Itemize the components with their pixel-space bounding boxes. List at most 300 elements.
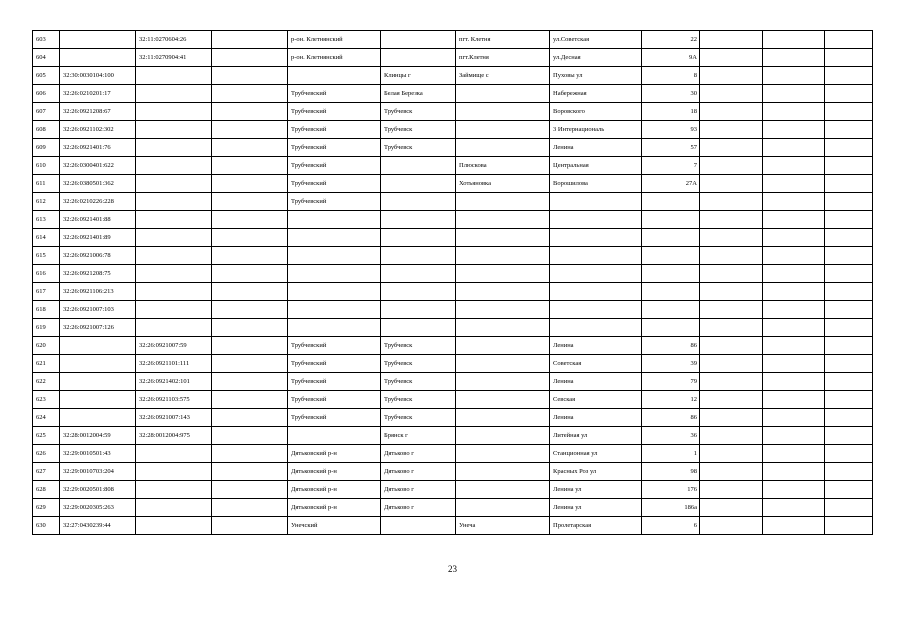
extra-col-2-cell bbox=[763, 139, 825, 157]
row-number-cell: 607 bbox=[33, 103, 60, 121]
house-number-cell: 27А bbox=[642, 175, 700, 193]
cadastral-number-cell: 32:26:0921102:302 bbox=[60, 121, 136, 139]
cadastral-number-cell: 32:29:0010703:204 bbox=[60, 463, 136, 481]
extra-col-1-cell bbox=[700, 337, 763, 355]
empty-col-cell bbox=[212, 121, 288, 139]
extra-col-2-cell bbox=[763, 265, 825, 283]
cadastral-number-cell: 32:29:0010501:43 bbox=[60, 445, 136, 463]
extra-col-1-cell bbox=[700, 301, 763, 319]
settlement-cell bbox=[456, 193, 550, 211]
settlement-cell bbox=[456, 247, 550, 265]
table-row bbox=[33, 85, 873, 103]
empty-col-cell bbox=[212, 247, 288, 265]
row-number-cell: 612 bbox=[33, 193, 60, 211]
district-cell: Дятьковский р-н bbox=[288, 481, 381, 499]
district-cell: Трубчевский bbox=[288, 157, 381, 175]
row-number-cell: 624 bbox=[33, 409, 60, 427]
district-cell bbox=[288, 283, 381, 301]
district-cell: Дятьковский р-н bbox=[288, 463, 381, 481]
extra-col-2-cell bbox=[763, 427, 825, 445]
extra-col-1-cell bbox=[700, 31, 763, 49]
table-row bbox=[33, 49, 873, 67]
district-cell bbox=[288, 427, 381, 445]
district-cell bbox=[288, 247, 381, 265]
table-row bbox=[33, 409, 873, 427]
empty-col-cell bbox=[212, 229, 288, 247]
city-cell: Трубчевск bbox=[381, 391, 456, 409]
cadastral-number-2-cell bbox=[136, 445, 212, 463]
extra-col-1-cell bbox=[700, 319, 763, 337]
district-cell: Трубчевский bbox=[288, 337, 381, 355]
street-cell bbox=[550, 229, 642, 247]
cadastral-number-cell bbox=[60, 31, 136, 49]
district-cell bbox=[288, 301, 381, 319]
street-cell: ул.Советская bbox=[550, 31, 642, 49]
empty-col-cell bbox=[212, 31, 288, 49]
extra-col-3-cell bbox=[825, 175, 873, 193]
cadastral-number-cell bbox=[60, 337, 136, 355]
extra-col-3-cell bbox=[825, 139, 873, 157]
extra-col-3-cell bbox=[825, 481, 873, 499]
cadastral-number-2-cell bbox=[136, 319, 212, 337]
house-number-cell: 39 bbox=[642, 355, 700, 373]
street-cell bbox=[550, 247, 642, 265]
house-number-cell bbox=[642, 247, 700, 265]
city-cell bbox=[381, 517, 456, 535]
extra-col-3-cell bbox=[825, 463, 873, 481]
district-cell: Трубчевский bbox=[288, 139, 381, 157]
district-cell: Трубчевский bbox=[288, 409, 381, 427]
street-cell bbox=[550, 265, 642, 283]
empty-col-cell bbox=[212, 283, 288, 301]
settlement-cell bbox=[456, 319, 550, 337]
table-row bbox=[33, 175, 873, 193]
cadastral-number-2-cell: 32:26:0921103:575 bbox=[136, 391, 212, 409]
city-cell bbox=[381, 193, 456, 211]
cadastral-number-cell bbox=[60, 355, 136, 373]
extra-col-2-cell bbox=[763, 445, 825, 463]
city-cell bbox=[381, 31, 456, 49]
district-cell: Трубчевский bbox=[288, 355, 381, 373]
extra-col-2-cell bbox=[763, 391, 825, 409]
cadastral-number-2-cell bbox=[136, 517, 212, 535]
extra-col-1-cell bbox=[700, 391, 763, 409]
extra-col-2-cell bbox=[763, 175, 825, 193]
extra-col-1-cell bbox=[700, 85, 763, 103]
district-cell: Трубчевский bbox=[288, 103, 381, 121]
street-cell bbox=[550, 301, 642, 319]
table-row bbox=[33, 337, 873, 355]
city-cell: Дятьково г bbox=[381, 445, 456, 463]
cadastral-number-cell bbox=[60, 391, 136, 409]
cadastral-number-cell: 32:26:0921007:126 bbox=[60, 319, 136, 337]
row-number-cell: 611 bbox=[33, 175, 60, 193]
cadastral-number-2-cell bbox=[136, 193, 212, 211]
extra-col-3-cell bbox=[825, 373, 873, 391]
extra-col-2-cell bbox=[763, 301, 825, 319]
district-cell: Трубчевский bbox=[288, 193, 381, 211]
cadastral-number-2-cell bbox=[136, 175, 212, 193]
empty-col-cell bbox=[212, 445, 288, 463]
cadastral-number-2-cell bbox=[136, 499, 212, 517]
cadastral-number-cell: 32:26:0921401:89 bbox=[60, 229, 136, 247]
settlement-cell bbox=[456, 283, 550, 301]
cadastral-number-cell: 32:26:0921401:76 bbox=[60, 139, 136, 157]
city-cell bbox=[381, 229, 456, 247]
district-cell bbox=[288, 319, 381, 337]
cadastral-number-cell bbox=[60, 373, 136, 391]
cadastral-number-2-cell bbox=[136, 67, 212, 85]
extra-col-3-cell bbox=[825, 229, 873, 247]
district-cell: Трубчевский bbox=[288, 175, 381, 193]
extra-col-3-cell bbox=[825, 211, 873, 229]
extra-col-2-cell bbox=[763, 157, 825, 175]
extra-col-3-cell bbox=[825, 337, 873, 355]
street-cell: Центральная bbox=[550, 157, 642, 175]
house-number-cell: 98 bbox=[642, 463, 700, 481]
cadastral-number-cell: 32:26:0300401:622 bbox=[60, 157, 136, 175]
city-cell: Дятьково г bbox=[381, 481, 456, 499]
extra-col-3-cell bbox=[825, 283, 873, 301]
district-cell: р-он. Клетнянский bbox=[288, 49, 381, 67]
city-cell: Трубчевск bbox=[381, 121, 456, 139]
row-number-cell: 603 bbox=[33, 31, 60, 49]
row-number-cell: 616 bbox=[33, 265, 60, 283]
empty-col-cell bbox=[212, 67, 288, 85]
extra-col-1-cell bbox=[700, 229, 763, 247]
extra-col-2-cell bbox=[763, 373, 825, 391]
cadastral-number-2-cell: 32:28:0012004:975 bbox=[136, 427, 212, 445]
extra-col-1-cell bbox=[700, 463, 763, 481]
table-row bbox=[33, 211, 873, 229]
extra-col-1-cell bbox=[700, 211, 763, 229]
city-cell bbox=[381, 265, 456, 283]
city-cell bbox=[381, 319, 456, 337]
house-number-cell: 36 bbox=[642, 427, 700, 445]
cadastral-number-cell: 32:26:0921007:103 bbox=[60, 301, 136, 319]
extra-col-1-cell bbox=[700, 193, 763, 211]
empty-col-cell bbox=[212, 139, 288, 157]
district-cell: Унечский bbox=[288, 517, 381, 535]
table-row bbox=[33, 67, 873, 85]
district-cell: р-он. Клетнянский bbox=[288, 31, 381, 49]
cadastral-number-cell bbox=[60, 409, 136, 427]
row-number-cell: 626 bbox=[33, 445, 60, 463]
extra-col-1-cell bbox=[700, 517, 763, 535]
house-number-cell: 9А bbox=[642, 49, 700, 67]
street-cell: Пуховы ул bbox=[550, 67, 642, 85]
data-table bbox=[32, 30, 873, 535]
table-row bbox=[33, 139, 873, 157]
house-number-cell bbox=[642, 265, 700, 283]
extra-col-1-cell bbox=[700, 265, 763, 283]
city-cell bbox=[381, 49, 456, 67]
house-number-cell: 186а bbox=[642, 499, 700, 517]
settlement-cell bbox=[456, 211, 550, 229]
house-number-cell: 30 bbox=[642, 85, 700, 103]
extra-col-1-cell bbox=[700, 355, 763, 373]
settlement-cell bbox=[456, 373, 550, 391]
district-cell: Дятьковский р-н bbox=[288, 445, 381, 463]
city-cell: Трубчевск bbox=[381, 337, 456, 355]
street-cell: Ленина bbox=[550, 139, 642, 157]
extra-col-2-cell bbox=[763, 337, 825, 355]
extra-col-3-cell bbox=[825, 247, 873, 265]
table-row bbox=[33, 427, 873, 445]
city-cell: Дятьково г bbox=[381, 463, 456, 481]
cadastral-number-cell: 32:28:0012004:59 bbox=[60, 427, 136, 445]
settlement-cell: Унеча bbox=[456, 517, 550, 535]
street-cell bbox=[550, 211, 642, 229]
extra-col-1-cell bbox=[700, 409, 763, 427]
house-number-cell: 6 bbox=[642, 517, 700, 535]
extra-col-1-cell bbox=[700, 121, 763, 139]
empty-col-cell bbox=[212, 85, 288, 103]
extra-col-2-cell bbox=[763, 463, 825, 481]
house-number-cell: 79 bbox=[642, 373, 700, 391]
extra-col-1-cell bbox=[700, 445, 763, 463]
cadastral-number-cell: 32:27:0430239:44 bbox=[60, 517, 136, 535]
settlement-cell bbox=[456, 481, 550, 499]
table-row bbox=[33, 319, 873, 337]
table-row bbox=[33, 229, 873, 247]
extra-col-2-cell bbox=[763, 481, 825, 499]
house-number-cell: 12 bbox=[642, 391, 700, 409]
extra-col-3-cell bbox=[825, 445, 873, 463]
extra-col-2-cell bbox=[763, 85, 825, 103]
settlement-cell: Плюскова bbox=[456, 157, 550, 175]
row-number-cell: 613 bbox=[33, 211, 60, 229]
cadastral-number-cell: 32:26:0921208:75 bbox=[60, 265, 136, 283]
extra-col-1-cell bbox=[700, 283, 763, 301]
table-row bbox=[33, 373, 873, 391]
extra-col-1-cell bbox=[700, 139, 763, 157]
house-number-cell bbox=[642, 301, 700, 319]
city-cell bbox=[381, 211, 456, 229]
cadastral-number-cell bbox=[60, 49, 136, 67]
cadastral-number-cell: 32:29:0020305:263 bbox=[60, 499, 136, 517]
extra-col-2-cell bbox=[763, 409, 825, 427]
settlement-cell: пгт. Клетня bbox=[456, 31, 550, 49]
street-cell: Пролетарская bbox=[550, 517, 642, 535]
extra-col-1-cell bbox=[700, 373, 763, 391]
extra-col-3-cell bbox=[825, 67, 873, 85]
empty-col-cell bbox=[212, 499, 288, 517]
extra-col-3-cell bbox=[825, 49, 873, 67]
street-cell: Литейная ул bbox=[550, 427, 642, 445]
extra-col-3-cell bbox=[825, 193, 873, 211]
row-number-cell: 610 bbox=[33, 157, 60, 175]
settlement-cell bbox=[456, 121, 550, 139]
house-number-cell: 86 bbox=[642, 409, 700, 427]
settlement-cell bbox=[456, 229, 550, 247]
street-cell bbox=[550, 193, 642, 211]
table-row bbox=[33, 103, 873, 121]
cadastral-number-2-cell bbox=[136, 283, 212, 301]
extra-col-2-cell bbox=[763, 67, 825, 85]
city-cell: Трубчевск bbox=[381, 373, 456, 391]
extra-col-3-cell bbox=[825, 355, 873, 373]
street-cell: ул.Десная bbox=[550, 49, 642, 67]
extra-col-3-cell bbox=[825, 265, 873, 283]
empty-col-cell bbox=[212, 463, 288, 481]
empty-col-cell bbox=[212, 517, 288, 535]
empty-col-cell bbox=[212, 301, 288, 319]
cadastral-number-2-cell bbox=[136, 265, 212, 283]
empty-col-cell bbox=[212, 265, 288, 283]
settlement-cell bbox=[456, 463, 550, 481]
extra-col-2-cell bbox=[763, 247, 825, 265]
extra-col-1-cell bbox=[700, 175, 763, 193]
district-cell: Дятьковский р-н bbox=[288, 499, 381, 517]
extra-col-1-cell bbox=[700, 49, 763, 67]
district-cell: Трубчевский bbox=[288, 121, 381, 139]
extra-col-1-cell bbox=[700, 103, 763, 121]
row-number-cell: 628 bbox=[33, 481, 60, 499]
extra-col-2-cell bbox=[763, 499, 825, 517]
city-cell bbox=[381, 301, 456, 319]
row-number-cell: 629 bbox=[33, 499, 60, 517]
extra-col-2-cell bbox=[763, 193, 825, 211]
extra-col-3-cell bbox=[825, 85, 873, 103]
house-number-cell bbox=[642, 229, 700, 247]
house-number-cell: 8 bbox=[642, 67, 700, 85]
extra-col-3-cell bbox=[825, 427, 873, 445]
extra-col-1-cell bbox=[700, 427, 763, 445]
settlement-cell bbox=[456, 139, 550, 157]
cadastral-number-2-cell bbox=[136, 103, 212, 121]
settlement-cell: Займище с bbox=[456, 67, 550, 85]
row-number-cell: 606 bbox=[33, 85, 60, 103]
extra-col-1-cell bbox=[700, 481, 763, 499]
table-row bbox=[33, 157, 873, 175]
empty-col-cell bbox=[212, 337, 288, 355]
extra-col-3-cell bbox=[825, 121, 873, 139]
extra-col-2-cell bbox=[763, 31, 825, 49]
cadastral-number-2-cell: 32:26:0921402:101 bbox=[136, 373, 212, 391]
settlement-cell bbox=[456, 409, 550, 427]
table-row bbox=[33, 445, 873, 463]
house-number-cell: 7 bbox=[642, 157, 700, 175]
house-number-cell: 57 bbox=[642, 139, 700, 157]
extra-col-2-cell bbox=[763, 229, 825, 247]
empty-col-cell bbox=[212, 373, 288, 391]
row-number-cell: 623 bbox=[33, 391, 60, 409]
cadastral-number-2-cell bbox=[136, 463, 212, 481]
extra-col-1-cell bbox=[700, 247, 763, 265]
extra-col-1-cell bbox=[700, 499, 763, 517]
street-cell: Ленина bbox=[550, 409, 642, 427]
city-cell: Клинцы г bbox=[381, 67, 456, 85]
settlement-cell bbox=[456, 85, 550, 103]
district-cell bbox=[288, 229, 381, 247]
empty-col-cell bbox=[212, 391, 288, 409]
empty-col-cell bbox=[212, 481, 288, 499]
extra-col-3-cell bbox=[825, 499, 873, 517]
district-cell: Трубчевский bbox=[288, 373, 381, 391]
extra-col-3-cell bbox=[825, 103, 873, 121]
extra-col-2-cell bbox=[763, 283, 825, 301]
house-number-cell bbox=[642, 283, 700, 301]
empty-col-cell bbox=[212, 355, 288, 373]
table-row bbox=[33, 283, 873, 301]
district-cell: Трубчевский bbox=[288, 85, 381, 103]
table-row bbox=[33, 481, 873, 499]
settlement-cell bbox=[456, 103, 550, 121]
extra-col-1-cell bbox=[700, 157, 763, 175]
district-cell bbox=[288, 265, 381, 283]
empty-col-cell bbox=[212, 49, 288, 67]
house-number-cell bbox=[642, 211, 700, 229]
settlement-cell bbox=[456, 265, 550, 283]
settlement-cell bbox=[456, 391, 550, 409]
row-number-cell: 609 bbox=[33, 139, 60, 157]
table-row bbox=[33, 31, 873, 49]
city-cell bbox=[381, 283, 456, 301]
cadastral-number-2-cell bbox=[136, 247, 212, 265]
table-row bbox=[33, 247, 873, 265]
city-cell: Трубчевск bbox=[381, 103, 456, 121]
street-cell: 3 Интернациональ bbox=[550, 121, 642, 139]
cadastral-number-2-cell bbox=[136, 229, 212, 247]
row-number-cell: 630 bbox=[33, 517, 60, 535]
row-number-cell: 625 bbox=[33, 427, 60, 445]
street-cell: Советская bbox=[550, 355, 642, 373]
extra-col-2-cell bbox=[763, 121, 825, 139]
row-number-cell: 617 bbox=[33, 283, 60, 301]
extra-col-1-cell bbox=[700, 67, 763, 85]
table-row bbox=[33, 265, 873, 283]
settlement-cell bbox=[456, 445, 550, 463]
table-row bbox=[33, 517, 873, 535]
table-row bbox=[33, 391, 873, 409]
cadastral-number-2-cell bbox=[136, 85, 212, 103]
extra-col-2-cell bbox=[763, 211, 825, 229]
cadastral-number-cell: 32:26:0921106:213 bbox=[60, 283, 136, 301]
extra-col-3-cell bbox=[825, 301, 873, 319]
row-number-cell: 614 bbox=[33, 229, 60, 247]
street-cell bbox=[550, 319, 642, 337]
settlement-cell bbox=[456, 301, 550, 319]
row-number-cell: 618 bbox=[33, 301, 60, 319]
street-cell: Севская bbox=[550, 391, 642, 409]
page-number: 23 bbox=[448, 564, 457, 574]
row-number-cell: 619 bbox=[33, 319, 60, 337]
district-cell bbox=[288, 67, 381, 85]
house-number-cell: 1 bbox=[642, 445, 700, 463]
table-row bbox=[33, 463, 873, 481]
cadastral-number-cell: 32:26:0210201:17 bbox=[60, 85, 136, 103]
cadastral-number-2-cell: 32:11:0270904:41 bbox=[136, 49, 212, 67]
table-row bbox=[33, 355, 873, 373]
row-number-cell: 622 bbox=[33, 373, 60, 391]
empty-col-cell bbox=[212, 193, 288, 211]
table-row bbox=[33, 121, 873, 139]
cadastral-number-2-cell: 32:26:0921101:111 bbox=[136, 355, 212, 373]
empty-col-cell bbox=[212, 211, 288, 229]
extra-col-3-cell bbox=[825, 319, 873, 337]
extra-col-3-cell bbox=[825, 157, 873, 175]
street-cell: Красных Роз ул bbox=[550, 463, 642, 481]
row-number-cell: 608 bbox=[33, 121, 60, 139]
row-number-cell: 620 bbox=[33, 337, 60, 355]
cadastral-number-2-cell bbox=[136, 157, 212, 175]
cadastral-number-2-cell: 32:26:0921007:59 bbox=[136, 337, 212, 355]
settlement-cell bbox=[456, 427, 550, 445]
city-cell bbox=[381, 175, 456, 193]
city-cell bbox=[381, 247, 456, 265]
empty-col-cell bbox=[212, 427, 288, 445]
